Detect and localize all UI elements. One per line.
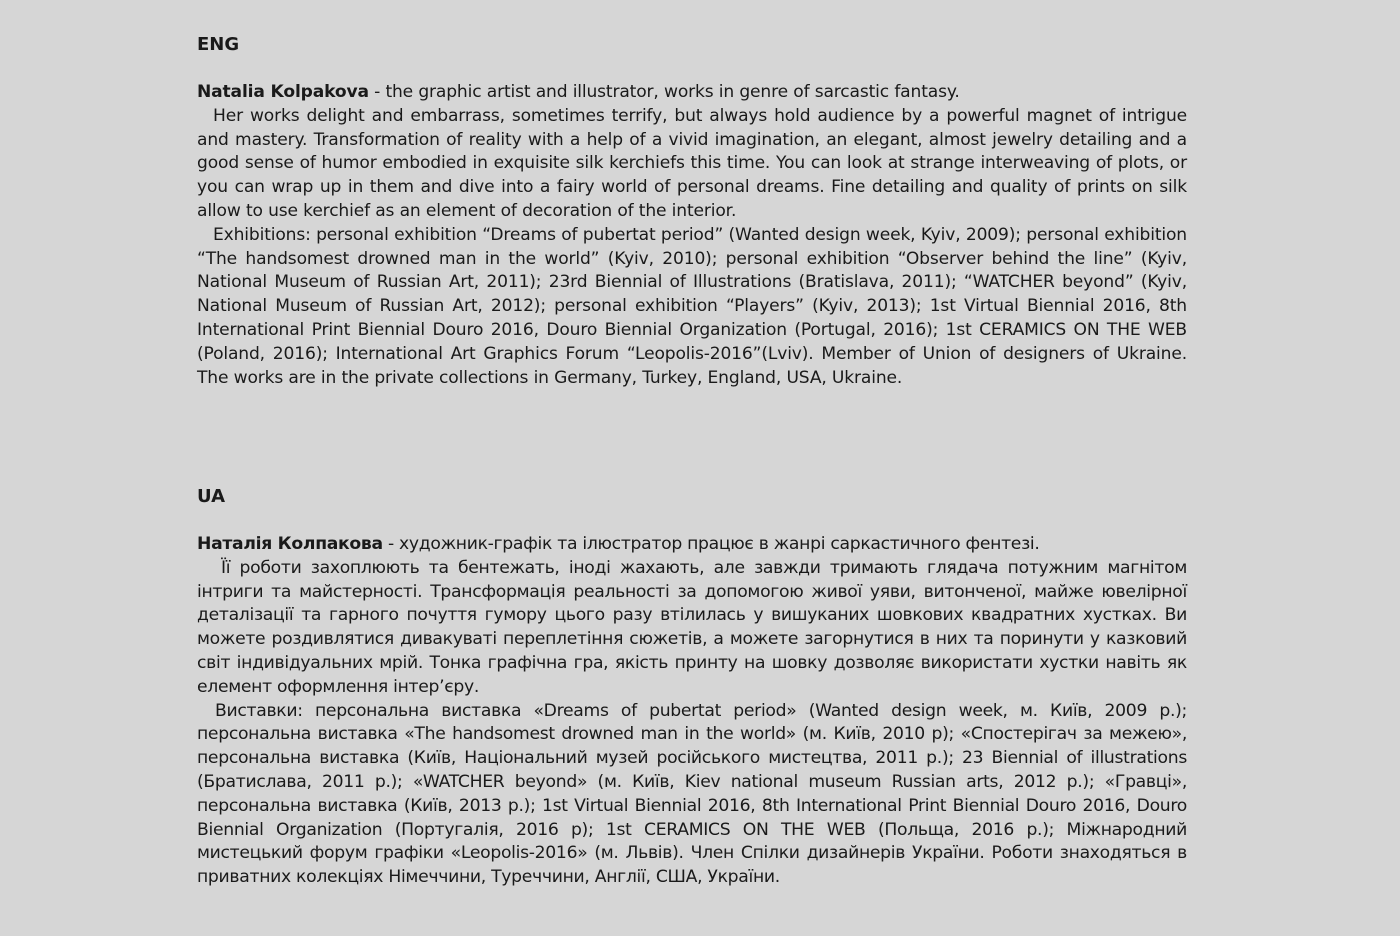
exhibitions-paragraph: Виставки: персональна виставка «Dreams of pubertat period» (Wanted design week, м. Київ, 2009 р.); персональна виставка «The handsomest drowned man in the world» (м. Київ, 2010 р); «Спостерігач за межею», персональна виставка (Київ, Національний музей російського мистецтва, 2011 р.); 23 Biennial of illustrations (Братислава, 2011 р.); «WATCHER beyond» (м. Київ, Kiev national museum Russian arts, 2012 р.); «Гравці», персональна виставка (Київ, 2013 р.); 1st Virtual Biennial 2016, 8th International Print Biennial Douro 2016, Douro Biennial Organization (Португалія, 2016 р); 1st CERAMICS ON THE WEB (Польща, 2016 р.); Міжнародний мистецький форум графіки «Leopolis-2016» (м. Львів). Член Спілки дизайнерів України. Роботи знаходяться в приватних колекціях Німеччини, Туреччини, Англії, США, України. [197, 700, 1187, 888]
bio-intro-text: - the graphic artist and illustrator, works in genre of sarcastic fantasy. [368, 82, 960, 102]
section-heading-ua: UA [197, 486, 225, 507]
bio-paragraph: Її роботи захоплюють та бентежать, іноді жахають, але завжди тримають глядача потужним магнітом інтриги та майстерності. Трансформація реальності за допомогою живої уяви, витонченої, майже ювелірної деталізації та гарного почуття гумору цього разу втілилась у вишуканих шовкових квадратних хустках. Ви можете роздивлятися дивакуваті переплетіння сюжетів, а можете загорнутися в них та поринути у казковий світ індивідуальних мрій. Тонка графічна гра, якість принту на шовку дозволяє використати хустки навіть як елемент оформлення інтер’єру. [197, 557, 1187, 697]
bio-intro [197, 533, 1187, 557]
bio-paragraph: Her works delight and embarrass, sometimes terrify, but always hold audience by a powerful magnet of intrigue and mastery. Transformation of reality with a help of a vivid imagination, an elegant, almost jewelry detailing and a good sense of humor embodied in exquisite silk kerchiefs this time. You can look at strange interweaving of plots, or you can wrap up in them and dive into a fairy world of personal dreams. Fine detailing and quality of prints on silk allow to use kerchief as an element of decoration of the interior. [197, 105, 1187, 221]
section-heading-eng: ENG [197, 34, 240, 55]
artist-name: Наталія Колпакова [197, 534, 383, 554]
bio-intro-text: - художник-графік та ілюстратор працює в жанрі саркастичного фентезі. [382, 534, 1040, 554]
exhibitions-paragraph: Exhibitions: personal exhibition “Dreams of pubertat period” (Wanted design week, Kyiv, 2009); personal exhibition “The handsomest drowned man in the world” (Kyiv, 2010); personal exhibition “Observer behind the line” (Kyiv, National Museum of Russian Art, 2011); 23rd Biennial of Illustrations (Bratislava, 2011); “WATCHER beyond” (Kyiv, National Museum of Russian Art, 2012); personal exhibition “Players” (Kyiv, 2013); 1st Virtual Biennial 2016, 8th International Print Biennial Douro 2016, Douro Biennial Organization (Portugal, 2016); 1st CERAMICS ON THE WEB (Poland, 2016); International Art Graphics Forum “Leopolis-2016”(Lviv). Member of Union of designers of Ukraine. The works are in the private collections in Germany, Turkey, England, USA, Ukraine. [197, 224, 1187, 388]
bio-intro [197, 81, 1187, 105]
artist-name: Natalia Kolpakova [197, 82, 369, 102]
english-section [197, 33, 1187, 390]
ukrainian-section [197, 485, 1187, 890]
